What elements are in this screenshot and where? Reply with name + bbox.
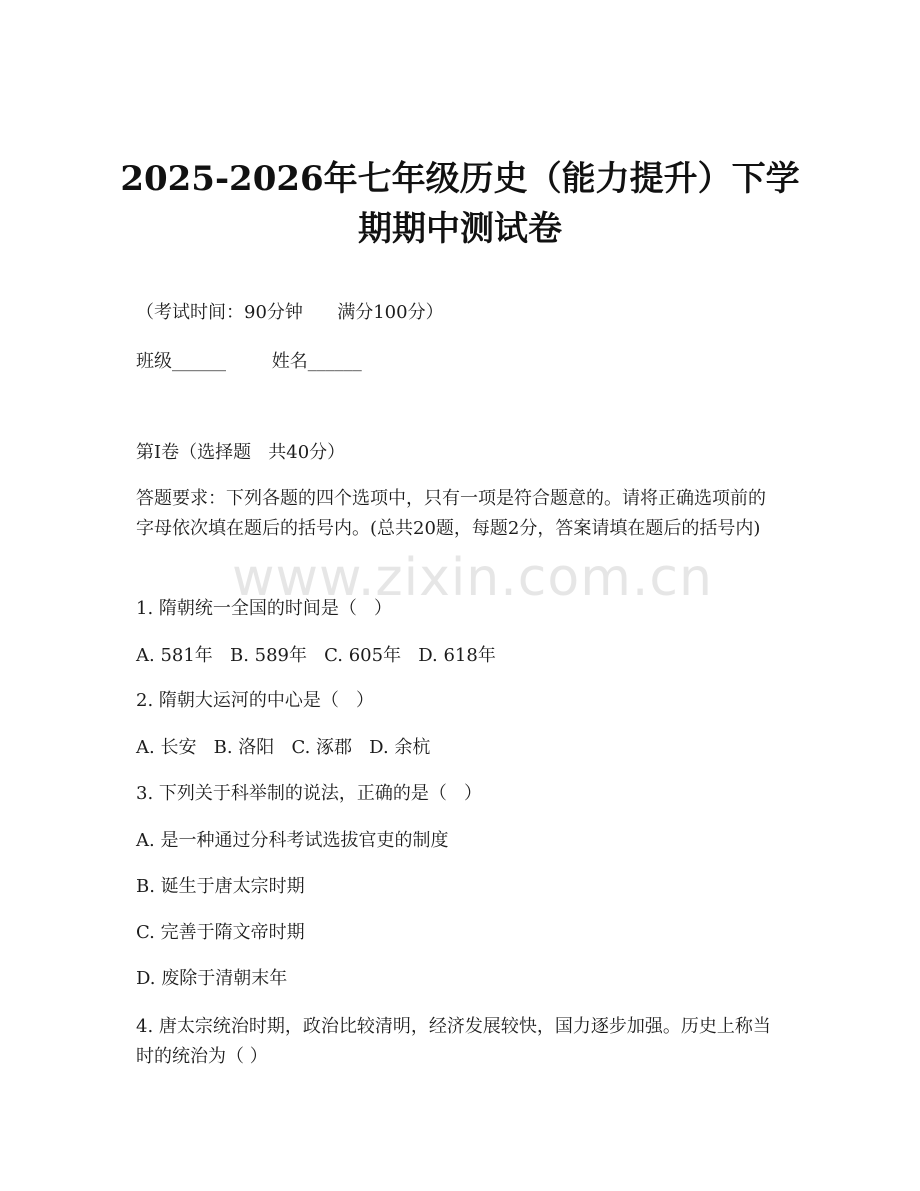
question-2-stem: 2. 隋朝大运河的中心是（ ）	[136, 690, 375, 711]
question-3-option-c: C. 完善于隋文帝时期	[136, 922, 305, 943]
question-3-option-b: B. 诞生于唐太宗时期	[136, 876, 305, 897]
watermark: www.zixin.com.cn	[232, 548, 713, 608]
question-4-stem: 4. 唐太宗统治时期，政治比较清明，经济发展较快，国力逐步加强。历史上称当时的统治为（ ）	[136, 1016, 771, 1067]
exam-title-line-1: 2025-2026年七年级历史（能力提升）下学	[120, 159, 800, 199]
question-3-option-d: D. 废除于清朝末年	[136, 968, 288, 989]
question-2-options: A. 长安 B. 洛阳 C. 涿郡 D. 余杭	[136, 737, 431, 758]
question-3-option-a: A. 是一种通过分科考试选拔官吏的制度	[136, 830, 449, 851]
question-3-stem: 3. 下列关于科举制的说法，正确的是（ ）	[136, 783, 483, 804]
exam-title-line-2: 期期中测试卷	[358, 209, 562, 249]
answer-instructions: 答题要求：下列各题的四个选项中，只有一项是符合题意的。请将正确选项前的字母依次填在题后的括号内。(总共20题，每题2分，答案请填在题后的括号内)	[136, 488, 766, 539]
question-1-options: A. 581年 B. 589年 C. 605年 D. 618年	[136, 645, 496, 666]
exam-info: （考试时间：90分钟 满分100分）	[136, 302, 444, 323]
question-1-stem: 1. 隋朝统一全国的时间是（ ）	[136, 598, 393, 619]
class-name-fields: 班级______ 姓名______	[136, 351, 362, 372]
section-heading: 第I卷（选择题 共40分）	[136, 442, 346, 463]
